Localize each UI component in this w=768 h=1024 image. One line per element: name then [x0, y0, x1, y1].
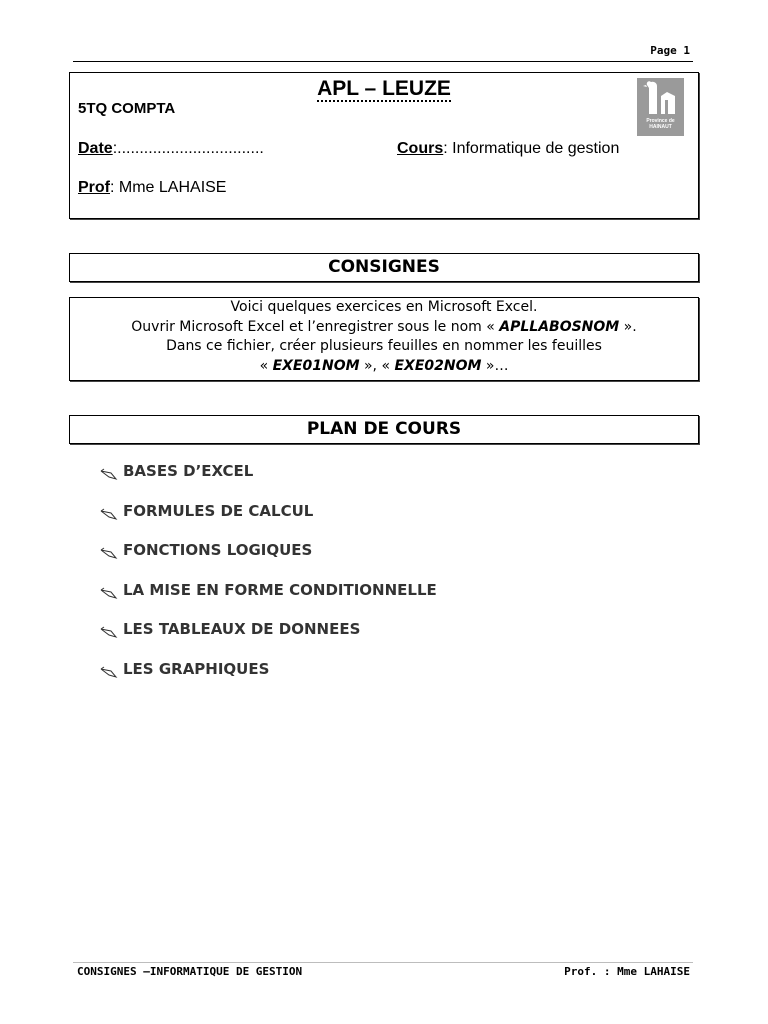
course-line	[397, 140, 619, 158]
list-item: LES GRAPHIQUES	[100, 660, 437, 700]
list-item: LA MISE EN FORME CONDITIONNELLE	[100, 581, 437, 621]
date-line	[78, 140, 264, 158]
header-box	[69, 72, 699, 219]
consignes-line-3: Dans ce fichier, créer plusieurs feuilles en nommer les feuilles	[166, 338, 602, 354]
writing-hand-icon	[100, 547, 118, 559]
list-item: LES TABLEAUX DE DONNEES	[100, 620, 437, 660]
plan-title: PLAN DE COURS	[69, 415, 699, 444]
date-value: :.................................	[112, 140, 264, 157]
class-name: 5TQ COMPTA	[78, 100, 176, 117]
consignes-body	[69, 297, 699, 381]
consignes-title: CONSIGNES	[69, 253, 699, 282]
prof-label: Prof	[78, 179, 110, 196]
list-item: FORMULES DE CALCUL	[100, 502, 437, 542]
page-number: Page 1	[650, 44, 690, 57]
prof-line	[78, 179, 226, 197]
writing-hand-icon	[100, 666, 118, 678]
writing-hand-icon	[100, 508, 118, 520]
date-label: Date	[78, 140, 113, 157]
logo-text: Province de HAINAUT	[646, 118, 675, 130]
consignes-line-4: « EXE01NOM », « EXE02NOM »…	[259, 357, 509, 374]
consignes-line-1: Voici quelques exercices en Microsoft Excel.	[230, 299, 538, 315]
prof-value: : Mme LAHAISE	[110, 179, 227, 196]
province-hainaut-logo	[637, 78, 684, 136]
consignes-line-2: Ouvrir Microsoft Excel et l’enregistrer sous le nom « APLLABOSNOM ».	[131, 318, 637, 335]
course-value: : Informatique de gestion	[443, 140, 620, 157]
footer-left: CONSIGNES –INFORMATIQUE DE GESTION	[77, 965, 303, 978]
footer-rule	[73, 962, 693, 963]
list-item: BASES D’EXCEL	[100, 462, 437, 502]
writing-hand-icon	[100, 468, 118, 480]
course-label: Cours	[397, 140, 444, 157]
sheet-name-1: EXE01NOM	[272, 357, 360, 374]
writing-hand-icon	[100, 626, 118, 638]
list-item: FONCTIONS LOGIQUES	[100, 541, 437, 581]
sheet-name-2: EXE02NOM	[394, 357, 482, 374]
logo-shape	[637, 78, 684, 118]
footer-right: Prof. : Mme LAHAISE	[564, 965, 690, 978]
writing-hand-icon	[100, 587, 118, 599]
header-rule	[73, 61, 693, 62]
workbook-name: APLLABOSNOM	[499, 318, 620, 335]
plan-list	[100, 462, 437, 700]
school-title: APL – LEUZE	[317, 77, 451, 100]
